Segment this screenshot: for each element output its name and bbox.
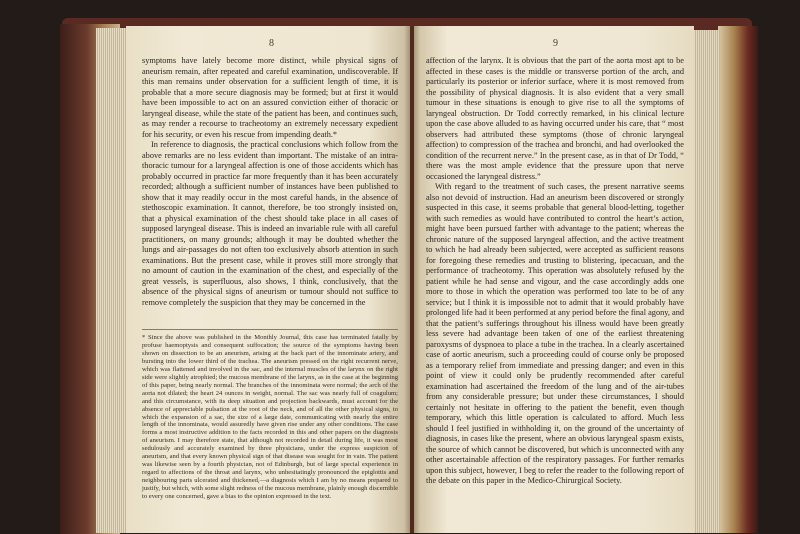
right-page-edges [690, 30, 720, 533]
page-number-right: 9 [553, 38, 558, 49]
left-page-body [142, 56, 398, 308]
footnote-divider [142, 329, 398, 330]
book-gutter [404, 26, 420, 533]
right-page-body [426, 56, 684, 487]
left-page [126, 26, 410, 533]
right-paragraph-2: With regard to the treatment of such cases, the present narrative seems also not devoid of instruction. Had an aneurism been discovered or strongly suspected in this case, it seems probable that general blood-letting, together with such remedies as would have contributed to control the heart’s action, might have been pursued farther with advantage to the patient; whereas the chronic nature of the supposed laryngeal affection, and the active treatment to which he had already been subjected, were accepted as sufficient reasons for foregoing these remedies and trusting to blistering, ipecacuan, and the performance of tracheotomy. This operation was absolutely refused by the patient while he had sense and vigour, and the case accordingly adds one more to those in which the operation was performed too late to be of any service; but I think it is impossible not to admit that it would probably have prolonged life had it been performed at any period before the final agony, and that the patient’s sufferings throughout his illness would have been greatly less severe had advantage been taken of one of the earliest threatening paroxysms of dyspnoea to place a tube in the trachea. In a clearly ascertained case of aortic aneurism, such a proceeding could of course only be proposed as a temporary relief from immediate and pressing danger; and even in this point of view it could only be prudently recommended after careful examination had ascertained the freedom of the lung and of the air-tubes from any considerable pressure; but under these circumstances, I should certainly not hesitate in offering to the patient the benefit, even though temporary, which this little operation is calculated to afford. Much less should I feel justified in withholding it, on the ground of the uncertainty of diagnosis, in cases like the present, where an obvious laryngeal spasm exists, the source of which cannot be discovered, but which is unconnected with any other ascertainable affection of the respiratory passages. For further remarks upon this subject, however, I beg to refer the reader to the following report of the debate on this paper in the Medico-Chirurgical Society. [426, 182, 684, 485]
right-page [414, 26, 694, 533]
right-cover-edge [718, 26, 758, 533]
left-paragraph-1: symptoms have lately become more distinct, while physical signs of aneurism remain, after repeated and careful examination, undiscoverable. If this man remains under observation for a sufficient length of time, it is probable that a more secure diagnosis may be formed; but at first it would have been impossible to act on an assured conviction either of thoracic or laryngeal disease, while the state of the patient has been, and continues such, as may render a recourse to tracheotomy an extremely necessary expedient for his security, or even his rescue from impending death.* [142, 56, 398, 139]
left-paragraph-2: In reference to diagnosis, the practical conclusions which follow from the above remarks are no less evident than important. The mistake of an intra-thoracic tumour for a laryngeal affection is one of those accidents which has probably occurred in practice far more frequently than it has been accurately recorded; although a sufficient number of instances have been published to show that it may readily occur in the most careful hands, in the absence of stethoscopic examination. It cannot, therefore, be too strongly insisted on, that a physical examination of the chest should take place in all cases of supposed laryngeal disease. This is indeed an invariable rule with all careful practitioners, on many grounds; although it may be doubted whether the lungs and air-passages do not often too exclusively absorb attention in such examinations. But the present case, while it proves still more strongly that no amount of caution in the examination of the chest, and especially of the great vessels, is superfluous, also shows, I think, conclusively, that the absence of the physical signs of aneurism or tumour should not suffice to remove completely the suspicion that they may be concerned in the [142, 140, 398, 307]
right-paragraph-1: affection of the larynx. It is obvious that the part of the aorta most apt to be affected in these cases is the middle or transverse portion of the arch, and particularly its posterior or inferior surface, where it is most removed from the possibility of physical diagnosis. It is also evident that a very small tumour in these situations is enough to give rise to all the symptoms of laryngeal obstruction. Dr Todd correctly remarked, in his clinical lecture upon the case above alluded to as having occurred under his care, that “ most observers had attributed these symptoms (those of chronic laryngeal affection) to compression of the trachea and bronchi, and had overlooked the condition of the recurrent nerve.” In the present case, as in that of Dr Todd, “ there was the most ample evidence that the pressure upon that nerve occasioned the laryngeal distress.” [426, 56, 684, 181]
page-number-left: 8 [269, 38, 274, 49]
left-page-edges [96, 28, 126, 533]
footnote: * Since the above was published in the Monthly Journal, this case has terminated fatally by profuse haemoptysis and consequent suffocation; the source of the symptoms having been shown on dissection to be an aneurism, arising at the back part of the innominate artery, and bursting into the lower third of the trachea. The aneurism pressed on the right recurrent nerve, which was flattened and involved in the sac, and the internal muscles of the larynx on the right side were slightly atrophied; the mucous membrane of the larynx, as in the case at the beginning of this paper, being nearly normal. The branches of the innominata were normal; the arch of the aorta not dilated; the heart 24 ounces in weight, normal. The sac was nearly full of coagulum; and this circumstance, with its deep situation and projection backwards, must account for the absence of appreciable pulsation at the root of the neck, and of all the other physical signs, to which the expansion of a sac, the size of a large date, communicating with nearly the entire length of the innominata, would assuredly have given rise under any other conditions. The case forms a most instructive addition to the facts recorded in this and other papers on the diagnosis of aneurism. I may therefore state, that although not recorded in detail during life, it was most sedulously and accurately examined by three physicians, under the express suspicion of aneurism, and that every known physical sign of that disease was sought for in vain. The patient was likewise seen by a fourth physician, not of Edinburgh, but of large special experience in regard to affections of the throat and larynx, who unhesitatingly pronounced the epiglottis and neighbouring parts ulcerated and thickened,—a diagnosis which I am by no means prepared to justify, but which, with some slight redness of the mucous membrane, plainly enough discernible to every one concerned, gave a bias to the opinion expressed in the text. [142, 334, 398, 501]
